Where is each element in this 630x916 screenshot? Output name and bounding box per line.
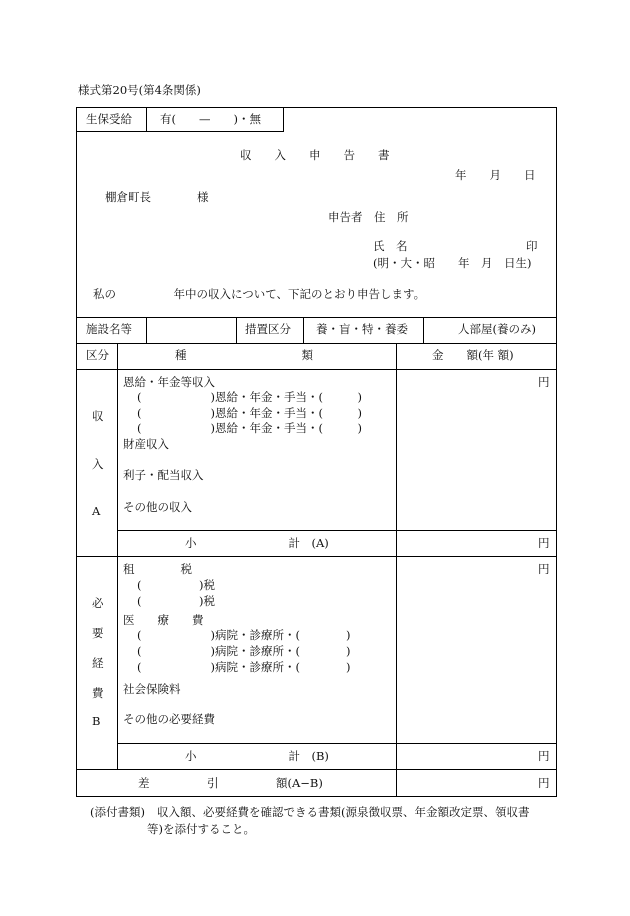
form-code: 様式第20号(第4条関係) (78, 83, 201, 97)
income-row: 財産収入 (123, 437, 169, 451)
attachment-label: (添付書類) (90, 805, 145, 819)
expense-yen[interactable]: 円 (538, 562, 550, 576)
expense-row: 社会保険料 (123, 682, 181, 696)
attachment-text-1: 収入額、必要経費を確認できる書類(源泉徴収票、年金額改定票、領収書 (157, 805, 530, 819)
declaration-text: 私の 年中の収入について、下記のとおり申告します。 (93, 287, 426, 301)
income-row: 恩給・年金等収入 (123, 375, 215, 389)
room-type[interactable]: 人部屋(養のみ) (458, 322, 536, 336)
income-side-3: A (92, 504, 101, 518)
expense-row[interactable]: ( )病院・診療所・( ) (137, 644, 351, 658)
expense-row[interactable]: ( )病院・診療所・( ) (137, 628, 351, 642)
expense-row[interactable]: ( )税 (137, 578, 215, 592)
date-field[interactable]: 年 月 日 (455, 168, 536, 182)
income-side-2: 入 (92, 457, 104, 471)
kind-header: 種 類 (175, 348, 313, 362)
income-row[interactable]: ( )恩給・年金・手当・( ) (137, 406, 362, 420)
expense-side-3: 経 (92, 656, 104, 670)
addressee: 棚倉町長 様 (105, 190, 209, 204)
expense-row: 医 療 費 (123, 613, 204, 627)
expense-subtotal-yen[interactable]: 円 (538, 749, 550, 763)
category-label: 措置区分 (245, 322, 291, 336)
category-value[interactable]: 養・盲・特・養委 (316, 322, 408, 336)
attachment-text-2: 等)を添付すること。 (147, 822, 255, 836)
birth-date[interactable]: (明・大・昭 年 月 日生) (373, 256, 532, 270)
income-row: 利子・配当収入 (123, 468, 204, 482)
expense-side-1: 必 (92, 596, 104, 610)
income-side-1: 収 (92, 409, 104, 423)
income-row[interactable]: ( )恩給・年金・手当・( ) (137, 421, 362, 435)
difference-label: 差 引 額(A−B) (138, 776, 323, 790)
amount-header: 金 額(年 額) (432, 348, 514, 362)
applicant-address[interactable]: 申告者 住 所 (328, 210, 409, 224)
expense-side-5: B (92, 714, 101, 728)
seal-mark: 印 (526, 239, 538, 253)
welfare-value[interactable]: 有( — )・無 (160, 112, 261, 126)
income-subtotal-yen[interactable]: 円 (538, 536, 550, 550)
expense-subtotal-label: 小 計 (B) (185, 749, 329, 763)
income-subtotal-label: 小 計 (A) (185, 536, 329, 550)
applicant-name[interactable]: 氏 名 (373, 239, 408, 253)
expense-row: 租 税 (123, 562, 192, 576)
expense-row: その他の必要経費 (123, 712, 215, 726)
facility-name-label: 施設名等 (86, 322, 132, 336)
section-header: 区分 (86, 348, 109, 362)
income-row: その他の収入 (123, 500, 192, 514)
income-yen[interactable]: 円 (538, 375, 550, 389)
expense-side-4: 費 (92, 686, 104, 700)
income-row[interactable]: ( )恩給・年金・手当・( ) (137, 390, 362, 404)
form-title: 収 入 申 告 書 (240, 148, 390, 162)
expense-side-2: 要 (92, 626, 104, 640)
expense-row[interactable]: ( )税 (137, 594, 215, 608)
welfare-label: 生保受給 (86, 112, 132, 126)
difference-yen[interactable]: 円 (538, 776, 550, 790)
expense-row[interactable]: ( )病院・診療所・( ) (137, 660, 351, 674)
